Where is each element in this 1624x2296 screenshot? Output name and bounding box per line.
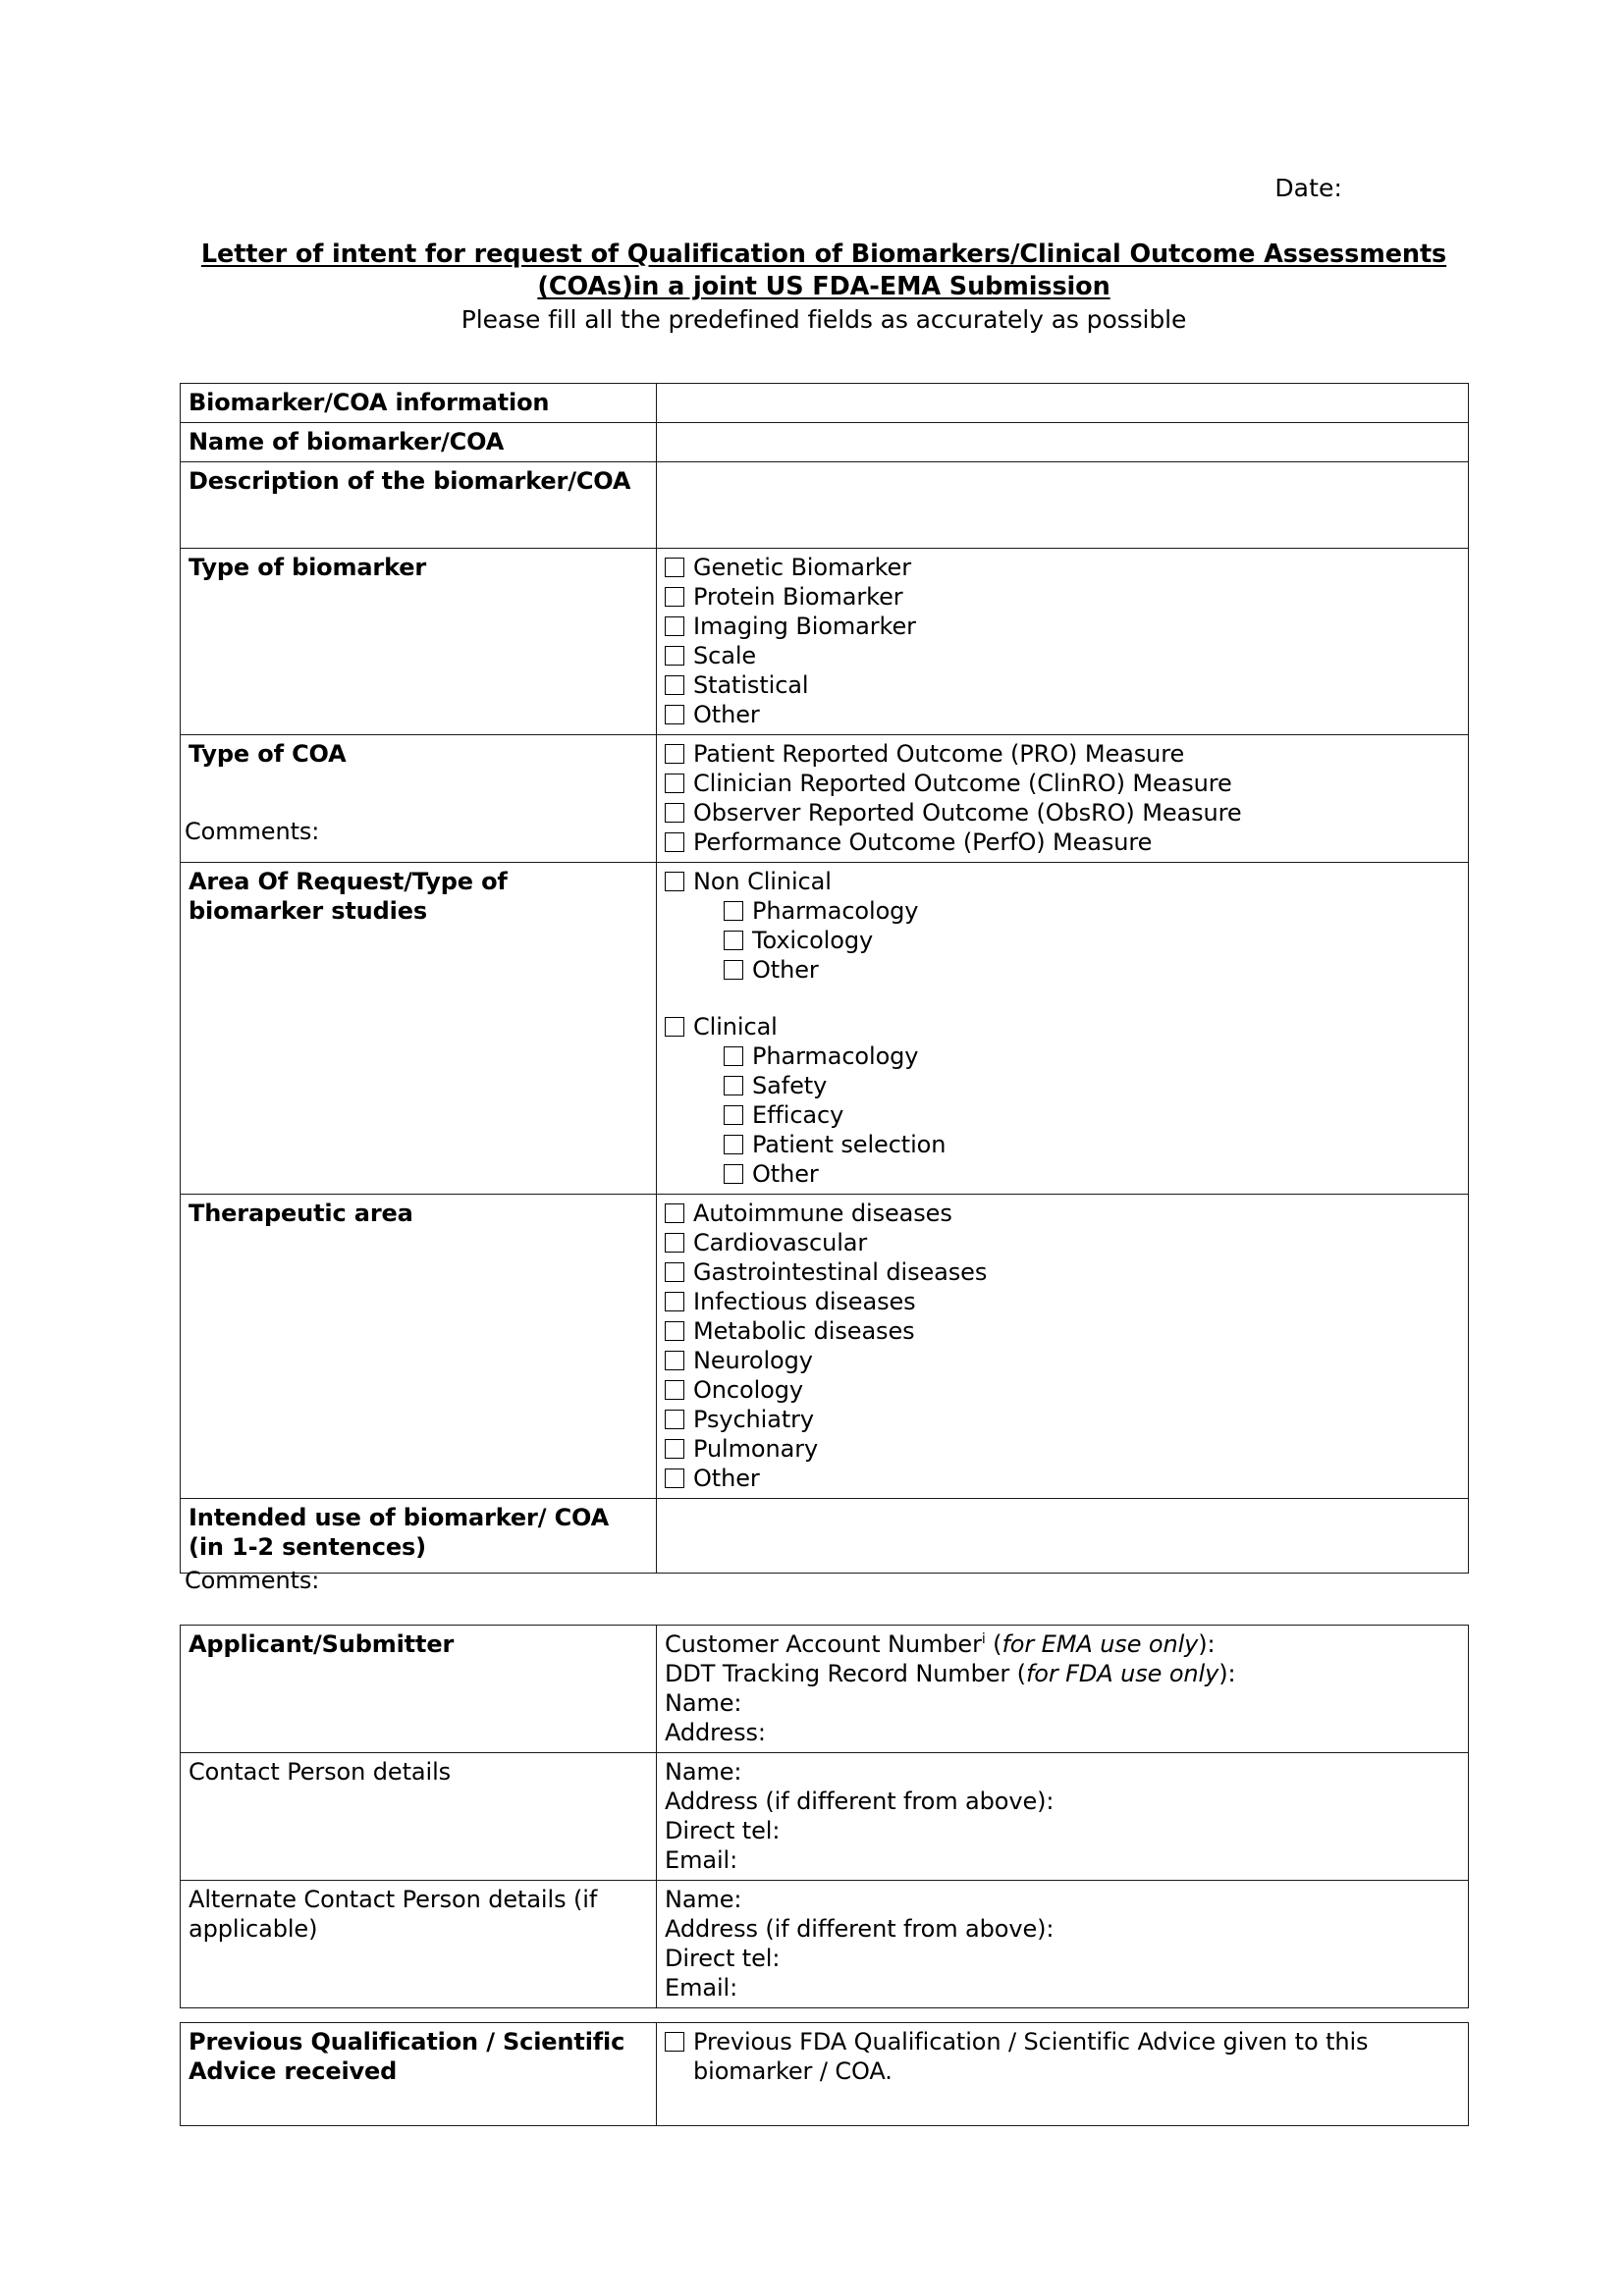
label-biomarker-coa-information: Biomarker/COA information: [181, 384, 657, 423]
checkbox-icon[interactable]: [665, 1233, 684, 1253]
checkbox-row-nonclinical-other[interactable]: [665, 955, 1460, 985]
checkbox-row-clinical[interactable]: [665, 1012, 1460, 1041]
checkbox-icon[interactable]: [665, 744, 684, 764]
value-biomarker-coa-information[interactable]: [657, 384, 1469, 423]
field-alt-contact-email: Email:: [665, 1974, 738, 2002]
field-alt-contact-direct-tel: Direct tel:: [665, 1945, 781, 1972]
checkbox-icon[interactable]: [665, 1017, 684, 1037]
field-alt-contact-address: Address (if different from above):: [665, 1915, 1055, 1943]
label-applicant-submitter: Applicant/Submitter: [181, 1626, 657, 1753]
page-title-line-1: Letter of intent for request of Qualification of Biomarkers/Clinical Outcome Assessments: [200, 240, 1447, 269]
checkbox-label: Toxicology: [752, 927, 874, 954]
checkbox-group-type-of-coa: [657, 735, 1469, 863]
label-description-of-biomarker-coa: Description of the biomarker/COA: [181, 462, 657, 549]
checkbox-icon[interactable]: [724, 1076, 743, 1095]
checkbox-row-pro-measure[interactable]: [665, 739, 1460, 769]
checkbox-row-clinical-pharmacology[interactable]: [665, 1041, 1460, 1071]
checkbox-label: Efficacy: [752, 1101, 844, 1129]
checkbox-label: Patient selection: [752, 1131, 947, 1158]
checkbox-row-imaging-biomarker[interactable]: [665, 612, 1460, 641]
checkbox-label: Autoimmune diseases: [693, 1200, 952, 1227]
checkbox-label: Gastrointestinal diseases: [693, 1258, 988, 1286]
page-subtitle: Please fill all the predefined fields as accurately as possible: [460, 305, 1187, 334]
page-title-line-2: (COAs)in a joint US FDA-EMA Submission: [537, 272, 1110, 301]
checkbox-icon[interactable]: [665, 587, 684, 607]
ddt-prefix: DDT Tracking Record Number (: [665, 1660, 1026, 1687]
customer-account-prefix: Customer Account Number: [665, 1630, 982, 1658]
checkbox-icon[interactable]: [724, 1105, 743, 1125]
area-of-request-table: [180, 862, 1469, 1574]
label-name-of-biomarker-coa: Name of biomarker/COA: [181, 423, 657, 462]
checkbox-icon[interactable]: [665, 1468, 684, 1488]
checkbox-label: Pharmacology: [752, 897, 919, 925]
checkbox-icon[interactable]: [665, 832, 684, 852]
checkbox-row-neurology[interactable]: [665, 1346, 1460, 1375]
checkbox-row-psychiatry[interactable]: [665, 1405, 1460, 1434]
checkbox-row-protein-biomarker[interactable]: [665, 582, 1460, 612]
value-alternate-contact-person-details[interactable]: [657, 1881, 1469, 2008]
checkbox-label: Patient Reported Outcome (PRO) Measure: [693, 740, 1185, 768]
checkbox-row-non-clinical[interactable]: [665, 867, 1460, 896]
table-row: [181, 462, 1469, 549]
checkbox-label: Non Clinical: [693, 868, 832, 895]
checkbox-row-clinro-measure[interactable]: [665, 769, 1460, 798]
checkbox-label: Previous FDA Qualification / Scientific Advice given to this biomarker / COA.: [693, 2028, 1369, 2085]
checkbox-row-genetic-biomarker[interactable]: [665, 553, 1460, 582]
table-row: [181, 1499, 1469, 1574]
checkbox-label: Clinician Reported Outcome (ClinRO) Measure: [693, 770, 1232, 797]
checkbox-row-perfo-measure[interactable]: [665, 828, 1460, 857]
checkbox-label: Infectious diseases: [693, 1288, 916, 1315]
checkbox-label: Other: [752, 1160, 819, 1188]
ddt-italic-note: for FDA use only: [1025, 1660, 1219, 1687]
checkbox-row-previous-fda-qualification[interactable]: [665, 2027, 1460, 2086]
checkbox-icon[interactable]: [665, 616, 684, 636]
label-alternate-contact-person-details: Alternate Contact Person details (if applicable): [181, 1881, 657, 2008]
checkbox-row-statistical[interactable]: [665, 670, 1460, 700]
checkbox-icon[interactable]: [665, 1292, 684, 1311]
field-contact-email: Email:: [665, 1846, 738, 1874]
field-contact-address: Address (if different from above):: [665, 1788, 1055, 1815]
checkbox-icon[interactable]: [665, 705, 684, 724]
checkbox-icon[interactable]: [724, 960, 743, 980]
checkbox-label: Safety: [752, 1072, 828, 1099]
table-row: [181, 2023, 1469, 2126]
applicant-submitter-table: [180, 1625, 1469, 2008]
checkbox-icon[interactable]: [724, 901, 743, 921]
checkbox-row-nonclinical-pharmacology[interactable]: [665, 896, 1460, 926]
checkbox-row-clinical-safety[interactable]: [665, 1071, 1460, 1100]
customer-account-suffix: ):: [1198, 1630, 1216, 1658]
label-previous-qualification: Previous Qualification / Scientific Advice received: [181, 2023, 657, 2126]
field-alt-contact-name: Name:: [665, 1886, 742, 1913]
table-row: [181, 1881, 1469, 2008]
label-intended-use: Intended use of biomarker/ COA (in 1-2 sentences): [181, 1499, 657, 1574]
checkbox-row-clinical-other[interactable]: [665, 1159, 1460, 1189]
checkbox-label: Other: [693, 1465, 760, 1492]
checkbox-row-obsro-measure[interactable]: [665, 798, 1460, 828]
label-contact-person-details: Contact Person details: [181, 1753, 657, 1881]
checkbox-group-area-of-request: [657, 863, 1469, 1195]
checkbox-icon[interactable]: [665, 1351, 684, 1370]
field-contact-name: Name:: [665, 1758, 742, 1786]
table-row: [181, 735, 1469, 863]
checkbox-row-metabolic-diseases[interactable]: [665, 1316, 1460, 1346]
checkbox-icon[interactable]: [665, 872, 684, 891]
checkbox-icon[interactable]: [665, 1410, 684, 1429]
checkbox-label: Pharmacology: [752, 1042, 919, 1070]
label-type-of-biomarker: Type of biomarker: [181, 549, 657, 735]
checkbox-icon[interactable]: [724, 1046, 743, 1066]
checkbox-icon[interactable]: [665, 1203, 684, 1223]
checkbox-icon[interactable]: [665, 1262, 684, 1282]
checkbox-row-clinical-efficacy[interactable]: [665, 1100, 1460, 1130]
checkbox-row-infectious-diseases[interactable]: [665, 1287, 1460, 1316]
checkbox-label: Other: [752, 956, 819, 984]
checkbox-label: Metabolic diseases: [693, 1317, 915, 1345]
checkbox-label: Observer Reported Outcome (ObsRO) Measure: [693, 799, 1242, 827]
checkbox-icon[interactable]: [665, 675, 684, 695]
table-row: [181, 1753, 1469, 1881]
checkbox-row-clinical-patient-selection[interactable]: [665, 1130, 1460, 1159]
previous-qualification-table: [180, 2022, 1469, 2126]
table-row: [181, 384, 1469, 423]
checkbox-row-autoimmune-diseases[interactable]: [665, 1199, 1460, 1228]
checkbox-icon[interactable]: [665, 558, 684, 577]
field-applicant-address: Address:: [665, 1719, 766, 1746]
checkbox-label: Psychiatry: [693, 1406, 815, 1433]
field-applicant-name: Name:: [665, 1689, 742, 1717]
checkbox-label: Clinical: [693, 1013, 778, 1041]
checkbox-icon[interactable]: [665, 646, 684, 666]
checkbox-group-therapeutic-area: [657, 1195, 1469, 1499]
footnote-marker: i: [981, 1631, 986, 1647]
checkbox-row-nonclinical-toxicology[interactable]: [665, 926, 1460, 955]
checkbox-icon[interactable]: [724, 1135, 743, 1154]
checkbox-icon[interactable]: [665, 1439, 684, 1459]
checkbox-label: Scale: [693, 642, 757, 669]
label-therapeutic-area: Therapeutic area: [181, 1195, 657, 1499]
checkbox-label: Pulmonary: [693, 1435, 819, 1463]
value-description-of-biomarker-coa[interactable]: [657, 462, 1469, 549]
customer-account-italic-note: for EMA use only: [1001, 1630, 1199, 1658]
comments-label-section2: Comments:: [185, 1567, 320, 1594]
checkbox-icon[interactable]: [665, 803, 684, 823]
checkbox-row-scale[interactable]: [665, 641, 1460, 670]
table-row: [181, 1626, 1469, 1753]
checkbox-icon[interactable]: [665, 2032, 684, 2052]
checkbox-label: Neurology: [693, 1347, 813, 1374]
table-row: [181, 549, 1469, 735]
field-contact-direct-tel: Direct tel:: [665, 1817, 781, 1844]
document-title-block: [180, 239, 1468, 337]
checkbox-label: Imaging Biomarker: [693, 613, 916, 640]
label-type-of-coa: Type of COA: [181, 735, 657, 863]
checkbox-row-other-biomarker[interactable]: [665, 700, 1460, 729]
checkbox-label: Protein Biomarker: [693, 583, 903, 611]
checkbox-icon[interactable]: [665, 1380, 684, 1400]
checkbox-icon[interactable]: [724, 1164, 743, 1184]
checkbox-icon[interactable]: [665, 774, 684, 793]
checkbox-label: Cardiovascular: [693, 1229, 868, 1256]
checkbox-group-type-of-biomarker: [657, 549, 1469, 735]
ddt-suffix: ):: [1218, 1660, 1236, 1687]
date-label: Date:: [1274, 174, 1342, 202]
value-applicant-submitter[interactable]: [657, 1626, 1469, 1753]
value-intended-use[interactable]: [657, 1499, 1469, 1574]
field-ddt-tracking-record-number: [665, 1659, 1460, 1688]
comments-label-section1: Comments:: [185, 818, 320, 845]
checkbox-row-gastrointestinal-diseases[interactable]: [665, 1257, 1460, 1287]
checkbox-icon[interactable]: [724, 931, 743, 950]
table-row: [181, 863, 1469, 1195]
checkbox-label: Statistical: [693, 671, 809, 699]
table-row: [181, 423, 1469, 462]
label-area-of-request: Area Of Request/Type of biomarker studies: [181, 863, 657, 1195]
spacer: [665, 985, 1460, 1012]
checkbox-label: Other: [693, 701, 760, 728]
value-name-of-biomarker-coa[interactable]: [657, 423, 1469, 462]
field-customer-account-number: Customer Account Number$^i$ (for EMA use only):: [665, 1630, 1216, 1658]
checkbox-row-therapeutic-other[interactable]: [665, 1464, 1460, 1493]
biomarker-coa-information-table: [180, 383, 1469, 863]
checkbox-label: Genetic Biomarker: [693, 554, 911, 581]
value-contact-person-details[interactable]: [657, 1753, 1469, 1881]
table-row: [181, 1195, 1469, 1499]
checkbox-row-pulmonary[interactable]: [665, 1434, 1460, 1464]
checkbox-group-previous-qualification: [657, 2023, 1469, 2126]
checkbox-icon[interactable]: [665, 1321, 684, 1341]
checkbox-label: Oncology: [693, 1376, 803, 1404]
checkbox-label: Performance Outcome (PerfO) Measure: [693, 828, 1153, 856]
checkbox-row-oncology[interactable]: [665, 1375, 1460, 1405]
checkbox-row-cardiovascular[interactable]: [665, 1228, 1460, 1257]
